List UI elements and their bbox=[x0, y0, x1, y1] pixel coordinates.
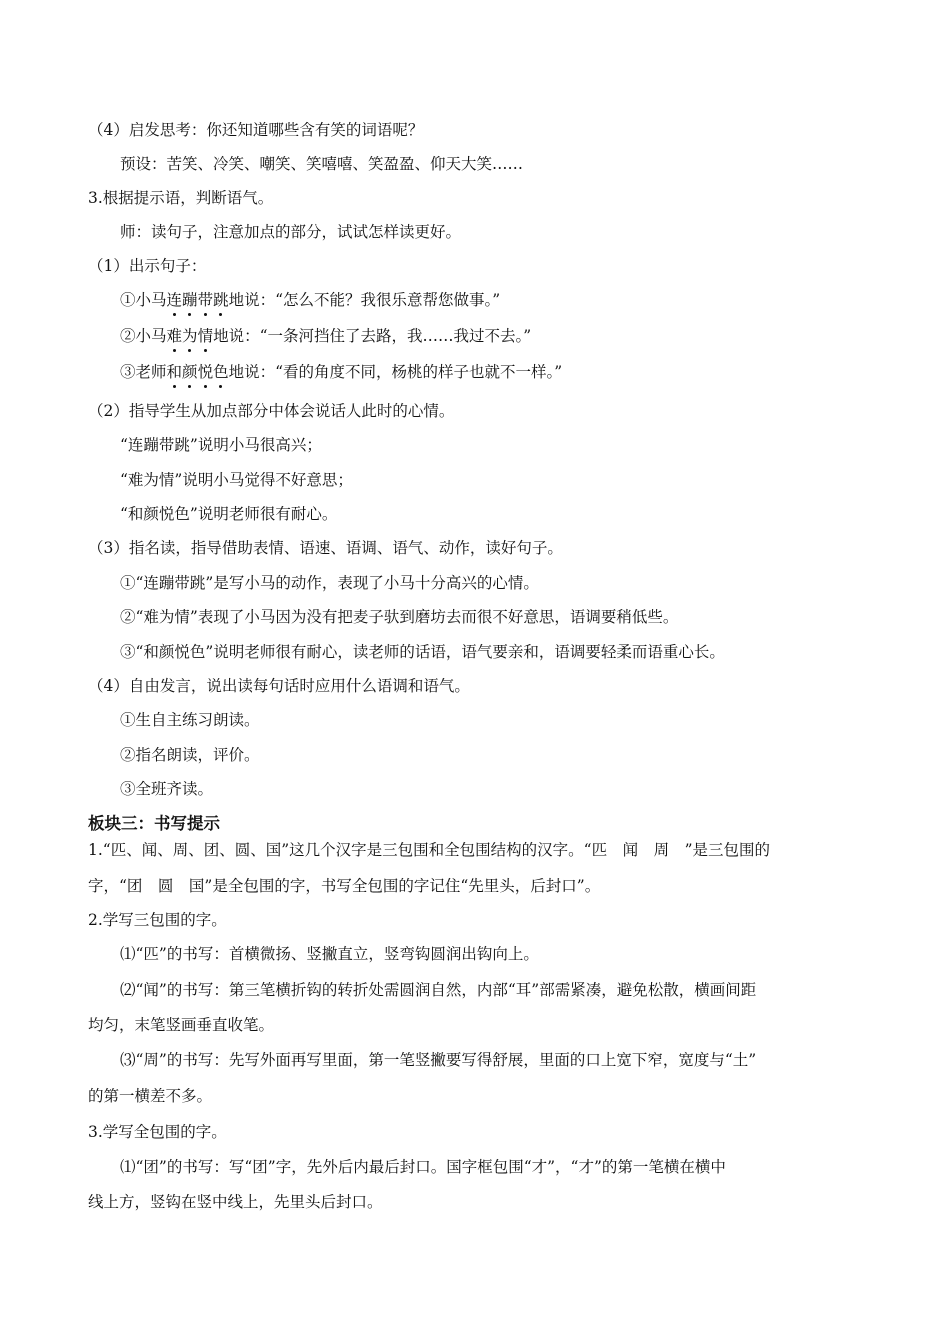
emphasis-char: 颜 bbox=[182, 363, 198, 381]
text-line: “和颜悦色”说明老师很有耐心。 bbox=[120, 505, 338, 523]
sentence-speaker: 小马 bbox=[135, 291, 167, 309]
emphasis-char: 和 bbox=[166, 363, 183, 381]
text-line: ③“和颜悦色”说明老师很有耐心，读老师的话语，语气要亲和，语调要轻柔而语重心长。 bbox=[120, 643, 725, 661]
section-heading: 板块三：书写提示 bbox=[88, 814, 220, 833]
sentence-text: 地说：“怎么不能？我很乐意帮您做事。” bbox=[228, 291, 501, 309]
text-line: ②指名朗读，评价。 bbox=[120, 746, 260, 764]
text-line: 3.根据提示语，判断语气。 bbox=[88, 189, 274, 207]
emphasis-char: 连 bbox=[166, 291, 183, 309]
text-line: 线上方，竖钩在竖中线上，先里头后封口。 bbox=[88, 1193, 383, 1211]
text-line: （1）出示句子： bbox=[88, 257, 207, 275]
text-line: “连蹦带跳”说明小马很高兴； bbox=[120, 436, 322, 454]
emphasis-char: 带 bbox=[197, 291, 214, 309]
text-line: 2.学写三包围的字。 bbox=[88, 911, 227, 929]
text-line: ⑴“团”的书写：写“团”字，先外后内最后封口。国字框包围“才”，“才”的第一笔横在横中 bbox=[120, 1158, 726, 1176]
emphasis-char: 跳 bbox=[213, 291, 229, 309]
example-sentence bbox=[120, 362, 562, 382]
text-line: “难为情”说明小马觉得不好意思； bbox=[120, 471, 353, 489]
emphasis-dots bbox=[167, 363, 229, 381]
sentence-text: 地说：“一条河挡住了去路，我……我过不去。” bbox=[213, 327, 532, 345]
sentence-speaker: 小马 bbox=[135, 327, 167, 345]
text-line: ①“连蹦带跳”是写小马的动作，表现了小马十分高兴的心情。 bbox=[120, 574, 539, 592]
text-line: （3）指名读，指导借助表情、语速、语调、语气、动作，读好句子。 bbox=[88, 539, 563, 557]
text-line: ③全班齐读。 bbox=[120, 780, 214, 798]
text-line: （4）启发思考：你还知道哪些含有笑的词语呢？ bbox=[88, 121, 424, 139]
sentence-number: ② bbox=[120, 327, 136, 345]
sentence-number: ③ bbox=[120, 363, 136, 381]
text-line: （4）自由发言，说出读每句话时应用什么语调和语气。 bbox=[88, 677, 470, 695]
emphasis-char: 情 bbox=[197, 327, 214, 345]
text-line: 1.“匹、闻、周、团、圆、国”这几个汉字是三包围和全包围结构的汉字。“匹 闻 周 ”是三包围的 bbox=[88, 841, 770, 859]
emphasis-char: 为 bbox=[182, 327, 198, 345]
text-line: （2）指导学生从加点部分中体会说话人此时的心情。 bbox=[88, 402, 455, 420]
sentence-number: ① bbox=[120, 291, 136, 309]
emphasis-char: 蹦 bbox=[182, 291, 198, 309]
text-line: 均匀，末笔竖画垂直收笔。 bbox=[88, 1016, 275, 1034]
text-line: ①生自主练习朗读。 bbox=[120, 711, 260, 729]
emphasis-char: 悦 bbox=[197, 363, 214, 381]
text-line: 字，“团 圆 国”是全包围的字，书写全包围的字记住“先里头，后封口”。 bbox=[88, 877, 601, 895]
sentence-text: 地说：“看的角度不同，杨桃的样子也就不一样。” bbox=[228, 363, 563, 381]
text-line: 师：读句子，注意加点的部分，试试怎样读更好。 bbox=[120, 223, 462, 241]
text-line: 预设：苦笑、冷笑、嘲笑、笑嘻嘻、笑盈盈、仰天大笑…… bbox=[120, 155, 524, 173]
text-line: 3.学写全包围的字。 bbox=[88, 1123, 227, 1141]
text-line: ⑴“匹”的书写：首横微扬、竖撇直立，竖弯钩圆润出钩向上。 bbox=[120, 945, 539, 963]
emphasis-char: 色 bbox=[213, 363, 229, 381]
emphasis-char: 难 bbox=[166, 327, 183, 345]
text-line: ⑵“闻”的书写：第三笔横折钩的转折处需圆润自然，内部“耳”部需紧凑，避免松散，横画间距 bbox=[120, 981, 757, 999]
text-line: ⑶“周”的书写：先写外面再写里面，第一笔竖撇要写得舒展，里面的口上宽下窄，宽度与“土” bbox=[120, 1051, 757, 1069]
example-sentence bbox=[120, 290, 500, 310]
text-line: 的第一横差不多。 bbox=[88, 1087, 213, 1105]
example-sentence bbox=[120, 326, 531, 346]
text-line: ②“难为情”表现了小马因为没有把麦子驮到磨坊去而很不好意思，语调要稍低些。 bbox=[120, 608, 679, 626]
emphasis-dots bbox=[167, 291, 229, 309]
emphasis-dots bbox=[167, 327, 214, 345]
sentence-speaker: 老师 bbox=[135, 363, 167, 381]
